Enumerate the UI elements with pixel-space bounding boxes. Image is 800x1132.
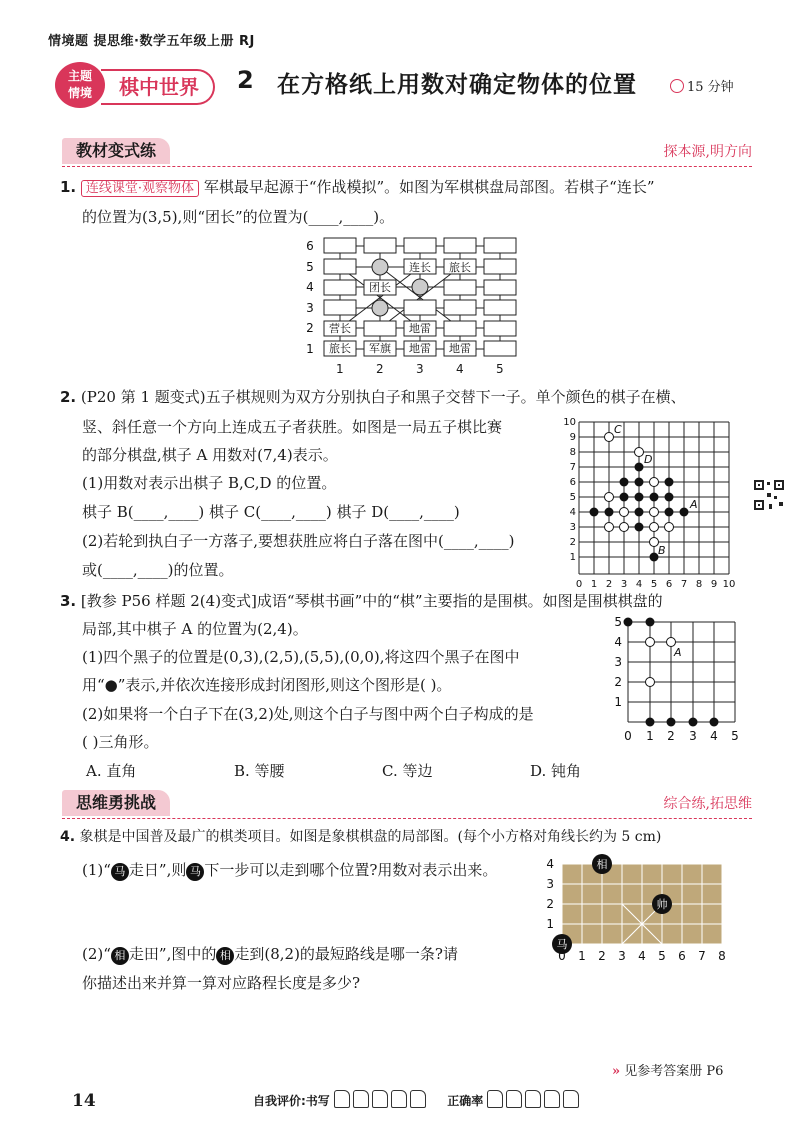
option-d[interactable]: D. 钝角 xyxy=(530,762,582,780)
xiangqi-board xyxy=(540,852,740,964)
elephant-piece-icon: 相 xyxy=(216,947,234,965)
lesson-number: 2 xyxy=(237,66,254,94)
x-tick: 9 xyxy=(710,579,718,590)
question-text: 象棋是中国普及最广的棋类项目。如图是象棋棋盘的局部图。(每个小方格对角线长约为 5 cm) xyxy=(79,829,662,845)
y-tick: 3 xyxy=(614,655,622,669)
y-tick: 4 xyxy=(569,507,576,518)
y-tick: 10 xyxy=(563,417,576,428)
section-subtitle: 综合练,拓思维 xyxy=(663,796,752,812)
piece-shuai-label: 帅 xyxy=(656,898,668,911)
x-tick: 4 xyxy=(710,729,718,743)
thumb-icon[interactable] xyxy=(410,1090,426,1108)
question-text: 军棋最早起源于“作战模拟”。如图为军棋棋盘局部图。若棋子“连长” xyxy=(203,178,655,196)
stone-label-a: A xyxy=(690,498,698,511)
time-estimate xyxy=(670,76,734,95)
y-tick: 6 xyxy=(306,239,314,253)
theme-badge xyxy=(55,62,105,108)
q2-line3: 的部分棋盘,棋子 A 用数对(7,4)表示。 xyxy=(82,446,338,464)
piece-dilei-row1b: 地雷 xyxy=(449,342,471,355)
qr-code-icon xyxy=(752,478,786,512)
lesson-title-row xyxy=(55,62,775,110)
x-tick: 0 xyxy=(558,949,566,963)
stone-label-d: D xyxy=(644,453,653,466)
piece-lvzhang-top: 旅长 xyxy=(449,261,471,274)
thumb-icon[interactable] xyxy=(525,1090,541,1108)
x-tick: 1 xyxy=(336,362,344,376)
x-tick: 3 xyxy=(618,949,626,963)
y-tick: 4 xyxy=(546,857,554,871)
x-tick: 0 xyxy=(575,579,583,590)
text: 走田”,图中的 xyxy=(128,945,217,963)
eval-writing-label: 自我评价:书写 xyxy=(253,1094,330,1108)
thumb-icon[interactable] xyxy=(544,1090,560,1108)
horse-piece-icon: 马 xyxy=(111,863,129,881)
y-tick: 8 xyxy=(569,447,576,458)
piece-lvzhang-bottom: 旅长 xyxy=(329,342,351,355)
self-evaluation xyxy=(253,1090,582,1109)
q2-line5: 棋子 B(____,____) 棋子 C(____,____) 棋子 D(____,____) xyxy=(82,503,460,521)
army-chess-board xyxy=(300,232,522,364)
go-label-a: A xyxy=(674,646,682,659)
section-thinking-challenge xyxy=(62,790,752,819)
clock-icon xyxy=(670,79,684,93)
y-tick: 7 xyxy=(569,462,576,473)
q3-line2: 局部,其中棋子 A 的位置为(2,4)。 xyxy=(82,620,308,638)
question-4 xyxy=(60,822,770,852)
x-tick: 2 xyxy=(376,362,384,376)
badge-line1: 主题 xyxy=(67,69,92,83)
x-tick: 2 xyxy=(598,949,606,963)
y-tick: 3 xyxy=(546,877,554,891)
q4-line2 xyxy=(82,855,497,885)
q3-line4: 用“●”表示,并依次连接形成封闭图形,则这个图形是( )。 xyxy=(82,676,452,694)
q2-line7: 或(____,____)的位置。 xyxy=(82,561,234,579)
q2-line6: (2)若轮到执白子一方落子,要想获胜应将白子落在图中(____,____) xyxy=(82,532,515,550)
question-1-line2: 的位置为(3,5),则“团长”的位置为(____,____)。 xyxy=(82,208,395,226)
answer-reference xyxy=(612,1060,723,1079)
q4-line3 xyxy=(82,939,458,969)
stone-label-b: B xyxy=(658,544,666,557)
q4-line4: 你描述出来并算一算对应路程长度是多少? xyxy=(82,974,361,992)
y-tick: 2 xyxy=(569,537,576,548)
x-tick: 5 xyxy=(731,729,739,743)
y-tick: 2 xyxy=(614,675,622,689)
q3-line5: (2)如果将一个白子下在(3,2)处,则这个白子与图中两个白子构成的是 xyxy=(82,705,534,723)
go-board xyxy=(610,612,745,744)
text: (1)“ xyxy=(82,861,111,879)
question-text: [教参 P56 样题 2(4)变式]成语“琴棋书画”中的“棋”主要指的是围棋。如图是围棋棋盘的 xyxy=(80,592,663,610)
badge-line2: 情境 xyxy=(67,86,92,100)
option-b[interactable]: B. 等腰 xyxy=(234,762,285,780)
y-tick: 6 xyxy=(569,477,576,488)
thumb-icon[interactable] xyxy=(372,1090,388,1108)
option-c[interactable]: C. 等边 xyxy=(382,762,433,780)
book-header: 情境题 提思维·数学五年级上册 RJ xyxy=(48,34,255,49)
x-tick: 5 xyxy=(496,362,504,376)
y-tick: 4 xyxy=(306,280,314,294)
x-tick: 3 xyxy=(689,729,697,743)
x-tick: 6 xyxy=(678,949,686,963)
thumb-icon[interactable] xyxy=(391,1090,407,1108)
y-tick: 5 xyxy=(614,615,622,629)
piece-yingzhang: 营长 xyxy=(329,322,351,335)
q2-line2: 竖、斜任意一个方向上连成五子者获胜。如图是一局五子棋比赛 xyxy=(82,418,503,436)
y-tick: 2 xyxy=(306,321,314,335)
x-tick: 3 xyxy=(620,579,628,590)
x-tick: 4 xyxy=(456,362,464,376)
thumb-icon[interactable] xyxy=(353,1090,369,1108)
text: (2)“ xyxy=(82,945,111,963)
question-number: 4. xyxy=(60,829,76,845)
y-tick: 2 xyxy=(546,897,554,911)
text: 下一步可以走到哪个位置?用数对表示出来。 xyxy=(204,861,498,879)
x-tick: 2 xyxy=(605,579,613,590)
x-tick: 1 xyxy=(590,579,598,590)
section-textbook-practice xyxy=(62,138,752,167)
x-tick: 7 xyxy=(680,579,688,590)
text: 走日”,则 xyxy=(128,861,187,879)
y-tick: 1 xyxy=(614,695,622,709)
x-tick: 0 xyxy=(624,729,632,743)
y-tick: 4 xyxy=(614,635,622,649)
q3-line3: (1)四个黑子的位置是(0,3),(2,5),(5,5),(0,0),将这四个黑子在图中 xyxy=(82,648,520,666)
y-tick: 5 xyxy=(569,492,576,503)
thumb-icon[interactable] xyxy=(506,1090,522,1108)
section-tag: 思维勇挑战 xyxy=(62,790,170,816)
piece-tuanzhang: 团长 xyxy=(369,281,391,294)
piece-ma-label: 马 xyxy=(556,938,568,951)
thumb-icon[interactable] xyxy=(563,1090,579,1108)
x-tick: 7 xyxy=(698,949,706,963)
y-tick: 1 xyxy=(569,552,576,563)
q3-line6: ( )三角形。 xyxy=(82,733,159,751)
x-tick: 8 xyxy=(718,949,726,963)
x-tick: 1 xyxy=(646,729,654,743)
x-tick: 3 xyxy=(416,362,424,376)
piece-dilei-row1a: 地雷 xyxy=(409,342,431,355)
piece-junqi: 军旗 xyxy=(369,342,391,355)
y-tick: 3 xyxy=(306,301,314,315)
x-tick: 4 xyxy=(635,579,643,590)
q2-line4: (1)用数对表示出棋子 B,C,D 的位置。 xyxy=(82,474,337,492)
lesson-title: 在方格纸上用数对确定物体的位置 xyxy=(277,72,637,98)
section-subtitle: 探本源,明方向 xyxy=(663,144,752,160)
piece-lianzhang: 连长 xyxy=(409,261,431,274)
question-1 xyxy=(60,172,760,204)
y-tick: 5 xyxy=(306,260,314,274)
question-text: (P20 第 1 题变式)五子棋规则为双方分别执白子和黑子交替下一子。单个颜色的棋子在横、 xyxy=(80,388,686,406)
question-2 xyxy=(60,382,760,412)
x-tick: 1 xyxy=(578,949,586,963)
stone-label-c: C xyxy=(614,423,622,436)
piece-xiang-label: 相 xyxy=(596,858,608,871)
y-tick: 1 xyxy=(546,917,554,931)
answer-reference-text: 见参考答案册 P6 xyxy=(624,1064,724,1079)
question-tag: 连线课堂·观察物体 xyxy=(81,180,199,197)
eval-accuracy-label: 正确率 xyxy=(447,1094,484,1108)
y-tick: 1 xyxy=(306,342,314,356)
x-tick: 5 xyxy=(650,579,658,590)
question-number: 3. xyxy=(60,592,77,610)
y-tick: 3 xyxy=(569,522,576,533)
section-tag: 教材变式练 xyxy=(62,138,170,164)
x-tick: 4 xyxy=(638,949,646,963)
page-number: 14 xyxy=(72,1091,96,1111)
question-number: 1. xyxy=(60,178,77,196)
y-tick: 9 xyxy=(569,432,576,443)
time-text: 15 分钟 xyxy=(687,80,734,95)
option-a[interactable]: A. 直角 xyxy=(86,762,137,780)
question-number: 2. xyxy=(60,388,77,406)
piece-dilei-row2: 地雷 xyxy=(409,322,431,335)
thumb-icon[interactable] xyxy=(487,1090,503,1108)
thumb-icon[interactable] xyxy=(334,1090,350,1108)
elephant-piece-icon: 相 xyxy=(111,947,129,965)
x-tick: 2 xyxy=(667,729,675,743)
x-tick: 6 xyxy=(665,579,673,590)
gomoku-board xyxy=(562,414,742,590)
text: 走到(8,2)的最短路线是哪一条?请 xyxy=(234,945,458,963)
double-chevron-icon: » xyxy=(612,1064,621,1079)
topic-label: 棋中世界 xyxy=(101,69,215,105)
horse-piece-icon: 马 xyxy=(186,863,204,881)
x-tick: 10 xyxy=(722,579,736,590)
x-tick: 8 xyxy=(695,579,703,590)
x-tick: 5 xyxy=(658,949,666,963)
